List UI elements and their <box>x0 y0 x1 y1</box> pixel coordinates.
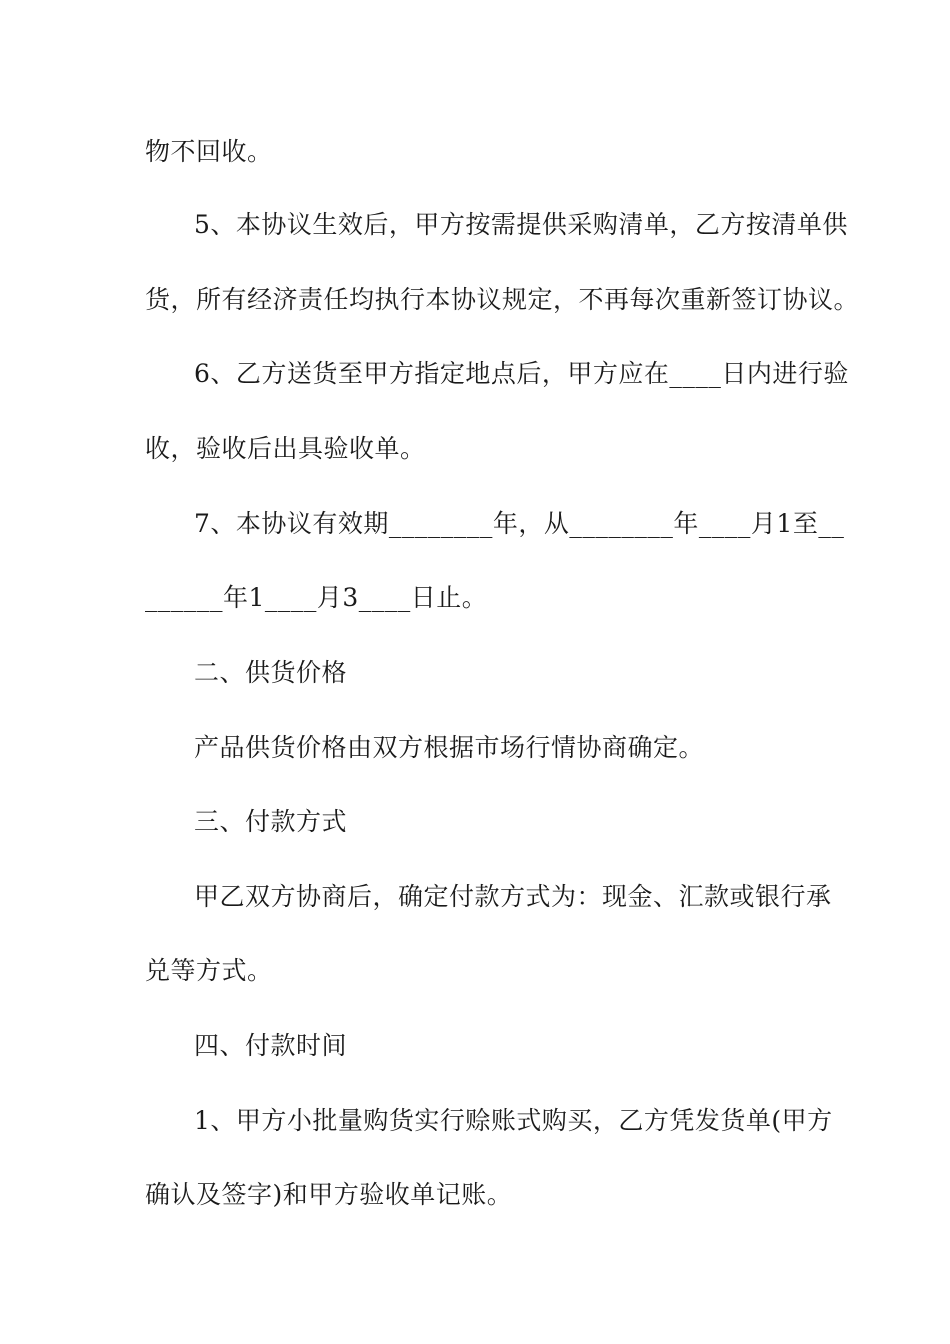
section-heading: 三、付款方式 <box>194 807 348 836</box>
paragraph-line: 7、本协议有效期________年，从________年____月1至__ <box>194 509 845 538</box>
paragraph-line: 产品供货价格由双方根据市场行情协商确定。 <box>194 733 705 762</box>
paragraph-line: 物不回收。 <box>145 137 273 166</box>
paragraph-line: 收，验收后出具验收单。 <box>145 434 426 463</box>
paragraph-line: ______年1____月3____日止。 <box>145 583 488 612</box>
paragraph-line: 甲乙双方协商后，确定付款方式为：现金、汇款或银行承 <box>194 882 832 911</box>
paragraph-line: 兑等方式。 <box>145 956 273 985</box>
paragraph-line: 1、甲方小批量购货实行赊账式购买，乙方凭发货单(甲方 <box>194 1106 833 1135</box>
section-heading: 四、付款时间 <box>194 1031 348 1060</box>
paragraph-line: 6、乙方送货至甲方指定地点后，甲方应在____日内进行验 <box>194 359 849 388</box>
section-heading: 二、供货价格 <box>194 658 348 687</box>
paragraph-line: 货，所有经济责任均执行本协议规定，不再每次重新签订协议。 <box>145 285 860 314</box>
paragraph-line: 确认及签字)和甲方验收单记账。 <box>145 1180 513 1209</box>
paragraph-line: 5、本协议生效后，甲方按需提供采购清单，乙方按清单供 <box>194 210 848 239</box>
